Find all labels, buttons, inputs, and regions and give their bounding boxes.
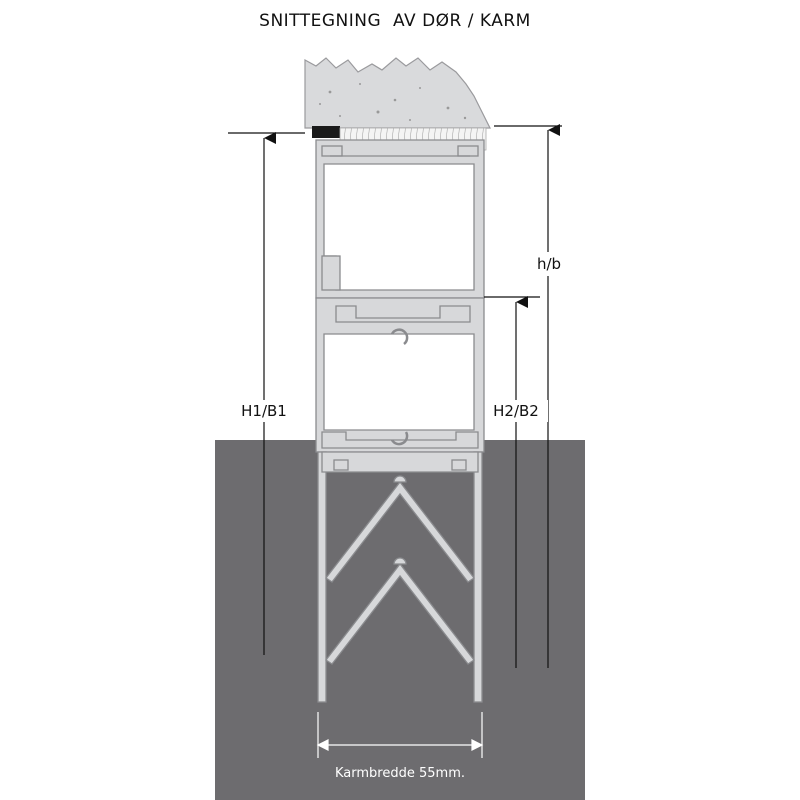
drawing-title: SNITTEGNING AV DØR / KARM: [259, 11, 531, 31]
masonry-lintel: [305, 58, 490, 128]
seal-strip: [312, 126, 340, 138]
frame-profile: [316, 298, 484, 452]
label-frame-width: Karmbredde 55mm.: [335, 766, 465, 781]
label-h-b: h/b: [536, 255, 562, 273]
label-h2-b2: H2/B2: [493, 402, 539, 420]
door-leaf-profile: [316, 140, 484, 298]
label-h1-b1: H1/B1: [241, 402, 287, 420]
